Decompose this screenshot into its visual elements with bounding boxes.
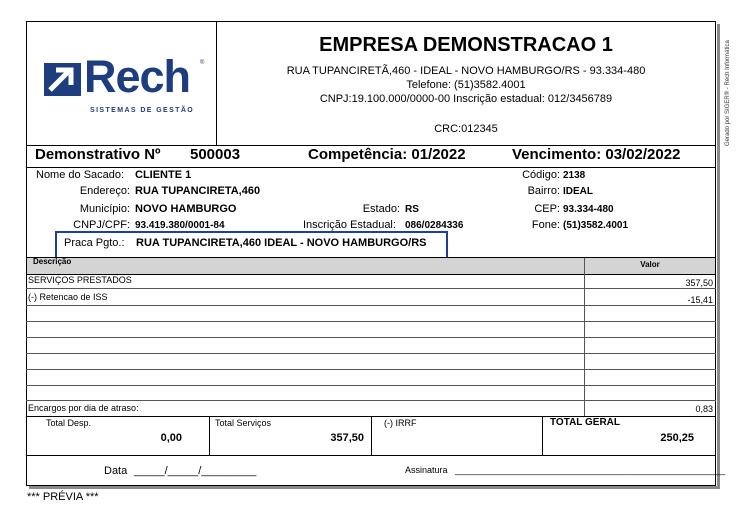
cep-value: 93.334-480: [563, 204, 614, 215]
previa-note: *** PRÉVIA ***: [27, 491, 99, 503]
page-shadow-bottom: [29, 486, 720, 489]
assinatura-label: Assinatura: [405, 465, 448, 475]
demonstrativo-label: Demonstrativo Nº: [35, 146, 161, 163]
ie-label: Inscrição Estadual:: [303, 219, 396, 231]
fone-value: (51)3582.4001: [563, 220, 629, 231]
divider: [26, 167, 716, 168]
total-desp-value: 0,00: [160, 432, 182, 444]
municipio-value: NOVO HAMBURGO: [135, 203, 237, 215]
total-geral-value: 250,25: [660, 432, 694, 444]
company-name: EMPRESA DEMONSTRACAO 1: [319, 34, 613, 56]
municipio-label: Município:: [79, 203, 130, 215]
logo-subtitle: SISTEMAS DE GESTÃO: [90, 107, 195, 114]
registered-mark: ®: [200, 60, 205, 66]
sacado-value: CLIENTE 1: [135, 169, 192, 181]
endereco-value: RUA TUPANCIRETA,460: [135, 185, 261, 197]
praca-label: Praca Pgto.:: [64, 237, 125, 249]
codigo-label: Código:: [522, 169, 560, 181]
logo-text: Rech: [84, 51, 191, 102]
row-line: [26, 385, 716, 386]
assinatura-blank: ______________________________________________________: [455, 465, 726, 475]
cnpj-value: 93.419.380/0001-84: [135, 220, 225, 231]
row-valor: 357,50: [685, 278, 713, 288]
row-line: [26, 353, 716, 354]
totals-divider: [209, 416, 210, 455]
header-valor: Valor: [640, 260, 660, 269]
company-crc: CRC:012345: [434, 123, 498, 135]
praca-value: RUA TUPANCIRETA,460 IDEAL - NOVO HAMBURGO/RS: [136, 237, 427, 249]
total-servicos-value: 357,50: [330, 432, 364, 444]
endereco-label: Endereço:: [79, 185, 130, 197]
totals-divider: [371, 416, 372, 455]
totals-divider: [542, 416, 543, 455]
row-valor: -15,41: [687, 295, 713, 305]
divider: [26, 257, 716, 258]
codigo-value: 2138: [563, 170, 586, 181]
divider: [26, 455, 716, 456]
row-line: [26, 400, 716, 401]
encargos-value: 0,83: [695, 404, 713, 414]
data-label: Data: [104, 465, 128, 477]
logo-arrow-icon: [44, 63, 81, 96]
row-line: [26, 305, 716, 306]
total-desp-label: Total Desp.: [46, 418, 92, 428]
demonstrativo-number: 500003: [190, 146, 241, 163]
estado-label: Estado:: [362, 203, 400, 215]
company-address: RUA TUPANCIRETÃ,460 - IDEAL - NOVO HAMBURGO/RS - 93.334-480: [286, 65, 646, 77]
cnpj-label: CNPJ/CPF:: [73, 219, 130, 231]
fone-label: Fone:: [531, 219, 560, 231]
encargos-label: Encargos por dia de atraso:: [28, 403, 139, 413]
page-shadow-right: [717, 24, 720, 488]
row-line: [26, 337, 716, 338]
side-note: Gerado por SIGER® - Rech Informática: [725, 40, 731, 146]
estado-value: RS: [405, 204, 419, 215]
row-desc: (-) Retencao de ISS: [28, 292, 108, 302]
competencia: Competência: 01/2022: [308, 146, 466, 163]
total-geral-label: TOTAL GERAL: [550, 417, 620, 428]
row-line: [26, 369, 716, 370]
total-servicos-label: Total Serviços: [215, 418, 272, 428]
ie-value: 086/0284336: [405, 220, 464, 231]
company-cnpj: CNPJ:19.100.000/0000-00 Inscrição estadual: 012/3456789: [319, 93, 613, 105]
vencimento: Vencimento: 03/02/2022: [512, 146, 681, 163]
data-blank: _____/_____/_________: [134, 465, 257, 477]
irrf-label: (-) IRRF: [384, 418, 417, 428]
header-descricao: Descrição: [33, 257, 72, 266]
bairro-value: IDEAL: [563, 186, 593, 197]
row-line: [26, 288, 716, 289]
row-desc: SERVIÇOS PRESTADOS: [28, 275, 132, 285]
company-phone: Telefone: (51)3582.4001: [406, 79, 526, 91]
bairro-label: Bairro:: [527, 185, 560, 197]
row-line: [26, 321, 716, 322]
cep-label: CEP:: [534, 203, 560, 215]
sacado-label: Nome do Sacado:: [36, 169, 125, 181]
